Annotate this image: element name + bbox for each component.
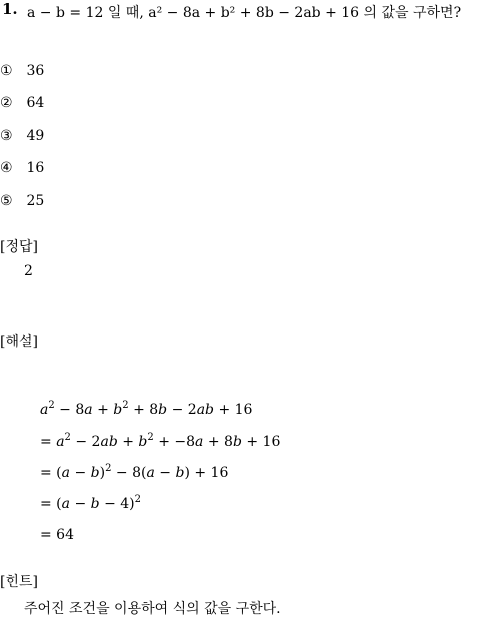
question-number: 1.	[2, 0, 18, 18]
choice-3[interactable]	[0, 128, 44, 144]
explanation-line-4: = $(a - b - 4)^2$	[40, 494, 141, 512]
explanation-line-3: = $(a - b)^2 - 8(a - b) + 16$	[40, 463, 229, 481]
choice-4[interactable]	[0, 160, 44, 176]
answer-value: 2	[24, 263, 33, 279]
explanation-line-2: = $a^2 - 2ab + b^2 + -8a + 8b + 16$	[40, 432, 281, 450]
choice-value: 25	[26, 193, 45, 209]
choice-2[interactable]	[0, 95, 44, 111]
choice-marker: ②	[0, 95, 13, 111]
question-text: a − b = 12 일 때, a² − 8a + b² + 8b − 2ab + 16 의 값을 구하면?	[27, 5, 462, 21]
explanation-line-1: $a^2 - 8a + b^2 + 8b - 2ab + 16$	[40, 400, 253, 418]
choice-5[interactable]	[0, 193, 44, 209]
answer-label: [정답]	[0, 239, 38, 255]
choice-marker: ④	[0, 160, 13, 176]
choice-value: 36	[26, 63, 45, 79]
hint-label: [힌트]	[0, 574, 38, 590]
explanation-line-5: = 64	[40, 527, 74, 543]
choice-marker: ⑤	[0, 193, 13, 209]
choice-marker: ③	[0, 128, 13, 144]
hint-text: 주어진 조건을 이용하여 식의 값을 구한다.	[24, 601, 281, 617]
choice-value: 49	[26, 128, 45, 144]
choice-marker: ①	[0, 63, 13, 79]
explanation-label: [해설]	[0, 334, 38, 350]
choice-1[interactable]	[0, 63, 44, 79]
choice-value: 64	[26, 95, 45, 111]
choice-value: 16	[26, 160, 45, 176]
